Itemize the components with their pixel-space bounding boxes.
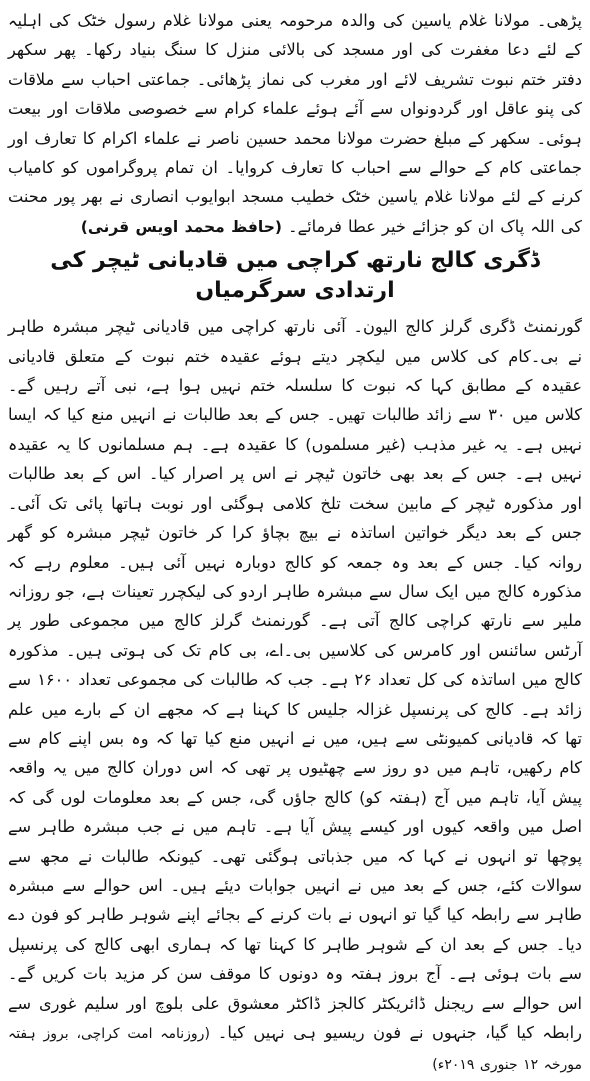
article-1-body: پڑھی۔ مولانا غلام یاسین کی والدہ مرحومہ یعنی مولانا غلام رسول خٹک کی اہلیہ کے لئے دعا مغفرت کی اور مسجد کی بالائی منزل کا سنگ بنیاد رکھا۔ پھر سکھر دفتر ختم نبوت تشریف لائے اور مغرب کی نماز پڑھائی۔ جماعتی احباب سے ملاقات کی پنو عاقل اور گردونواں سے آئے ہوئے علماء کرام سے خصوصی ملاقات اور بیعت ہوئی۔ سکھر کے مبلغ حضرت مولانا محمد حسین ناصر نے علماء اکرام کا تعارف اور جماعتی کام کے حوالے سے احباب کا تعارف کروایا۔ ان تمام پروگراموں کو کامیاب کرنے کے لئے مولانا غلام یاسین خٹک خطیب مسجد ابوایوب انصاری نے بھر پور محنت کی اللہ پاک ان کو جزائے خیر عطا فرمائے۔ bbox=[8, 11, 582, 236]
article-2-source: (روزنامہ امت کراچی، بروز ہفتہ مورخہ ۱۲ جنوری ۲۰۱۹ء) bbox=[8, 1026, 582, 1074]
article-1-paragraph bbox=[8, 6, 582, 242]
document-page bbox=[8, 6, 583, 1074]
article-2-paragraph bbox=[8, 312, 582, 1081]
article-1-citation: (حافظ محمد اویس قرنی) bbox=[80, 217, 282, 236]
article-2-body: گورنمنٹ ڈگری گرلز کالج الیون۔ آئی نارتھ کراچی میں قادیانی ٹیچر مبشرہ طاہر نے بی۔کام کی کلاس میں لیکچر دیتے ہوئے عقیدہ ختم نبوت کے متعلق قادیانی عقیدہ کے مطابق کہا کہ نبوت کا سلسلہ ختم نہیں ہوا ہے، نبی آتے رہیں گے۔ کلاس میں ۳۰ سے زائد طالبات تھیں۔ جس کے بعد طالبات نے انہیں منع کیا کہ ایسا نہیں ہے۔ یہ غیر مذہب (غیر مسلموں) کا عقیدہ ہے۔ ہم مسلمانوں کا یہ عقیدہ نہیں ہے۔ جس کے بعد بھی خاتون ٹیچر نے اس پر اصرار کیا۔ اس کے بعد طالبات اور مذکورہ ٹیچر کے مابین سخت تلخ کلامی ہوگئی اور نوبت ہاتھا پائی تک آئی۔ جس کے بعد دیگر خواتین اساتذہ نے بیچ بچاؤ کرا کر خاتون ٹیچر مبشرہ کو گھر روانہ کیا۔ جس کے بعد وہ جمعہ کو کالج دوبارہ نہیں آئی ہیں۔ معلوم رہے کہ مذکورہ کالج میں ایک سال سے مبشرہ طاہر اردو کی لیکچرر تعینات ہے، جو روزانہ ملیر سے نارتھ کراچی کالج آتی ہے۔ گورنمنٹ گرلز کالج میں مجموعی طور پر آرٹس سائنس اور کامرس کی کلاسیں بی۔اے، بی کام تک کی ہوتی ہیں۔ مذکورہ کالج میں اساتذہ کی کل تعداد ۲۶ ہے۔ جب کہ طالبات کی مجموعی تعداد ۱۶۰۰ سے زائد ہے۔ کالج کی پرنسپل غزالہ جلیس کا کہنا ہے کہ مجھے ان کے بارے میں علم تھا کہ قادیانی کمیونٹی سے ہیں، میں نے انہیں منع کیا تھا کہ وہ بس اپنے کام سے کام رکھیں، تاہم میں دو روز سے چھٹیوں پر تھی کہ اس دوران کالج میں یہ واقعہ پیش آیا، تاہم میں آج (ہفتہ کو) کالج جاؤں گی، جس کے بعد معلومات لوں گی کہ اصل میں واقعہ کیوں اور کیسے پیش آیا ہے۔ تاہم میں نے جب مبشرہ طاہر سے پوچھا تو انہوں نے کہا کہ میں جذباتی ہوگئی تھی۔ کیونکہ طالبات نے مجھ سے سوالات کئے، جس کے بعد میں نے انہیں جوابات دیئے ہیں۔ اس حوالے سے مبشرہ طاہر سے رابطہ کیا گیا تو انہوں نے بات کرنے کے بجائے اپنے شوہر طاہر کو فون دے دیا۔ جس کے بعد ان کے شوہر طاہر کا کہنا تھا کہ ہماری ابھی کالج کی پرنسپل سے بات ہوئی ہے۔ آج بروز ہفتہ وہ دونوں کا موقف سن کر مزید بات کریں گے۔ اس حوالے سے ریجنل ڈائریکٹر کالجز ڈاکٹر معشوق علی بلوچ اور سلیم غوری سے رابطہ کیا گیا، جنہوں نے فون ریسیو ہی نہیں کیا۔ bbox=[8, 317, 583, 1042]
article-2-headline: ڈگری کالج نارتھ کراچی میں قادیانی ٹیچر کی ارتدادی سرگرمیاں bbox=[50, 248, 540, 304]
